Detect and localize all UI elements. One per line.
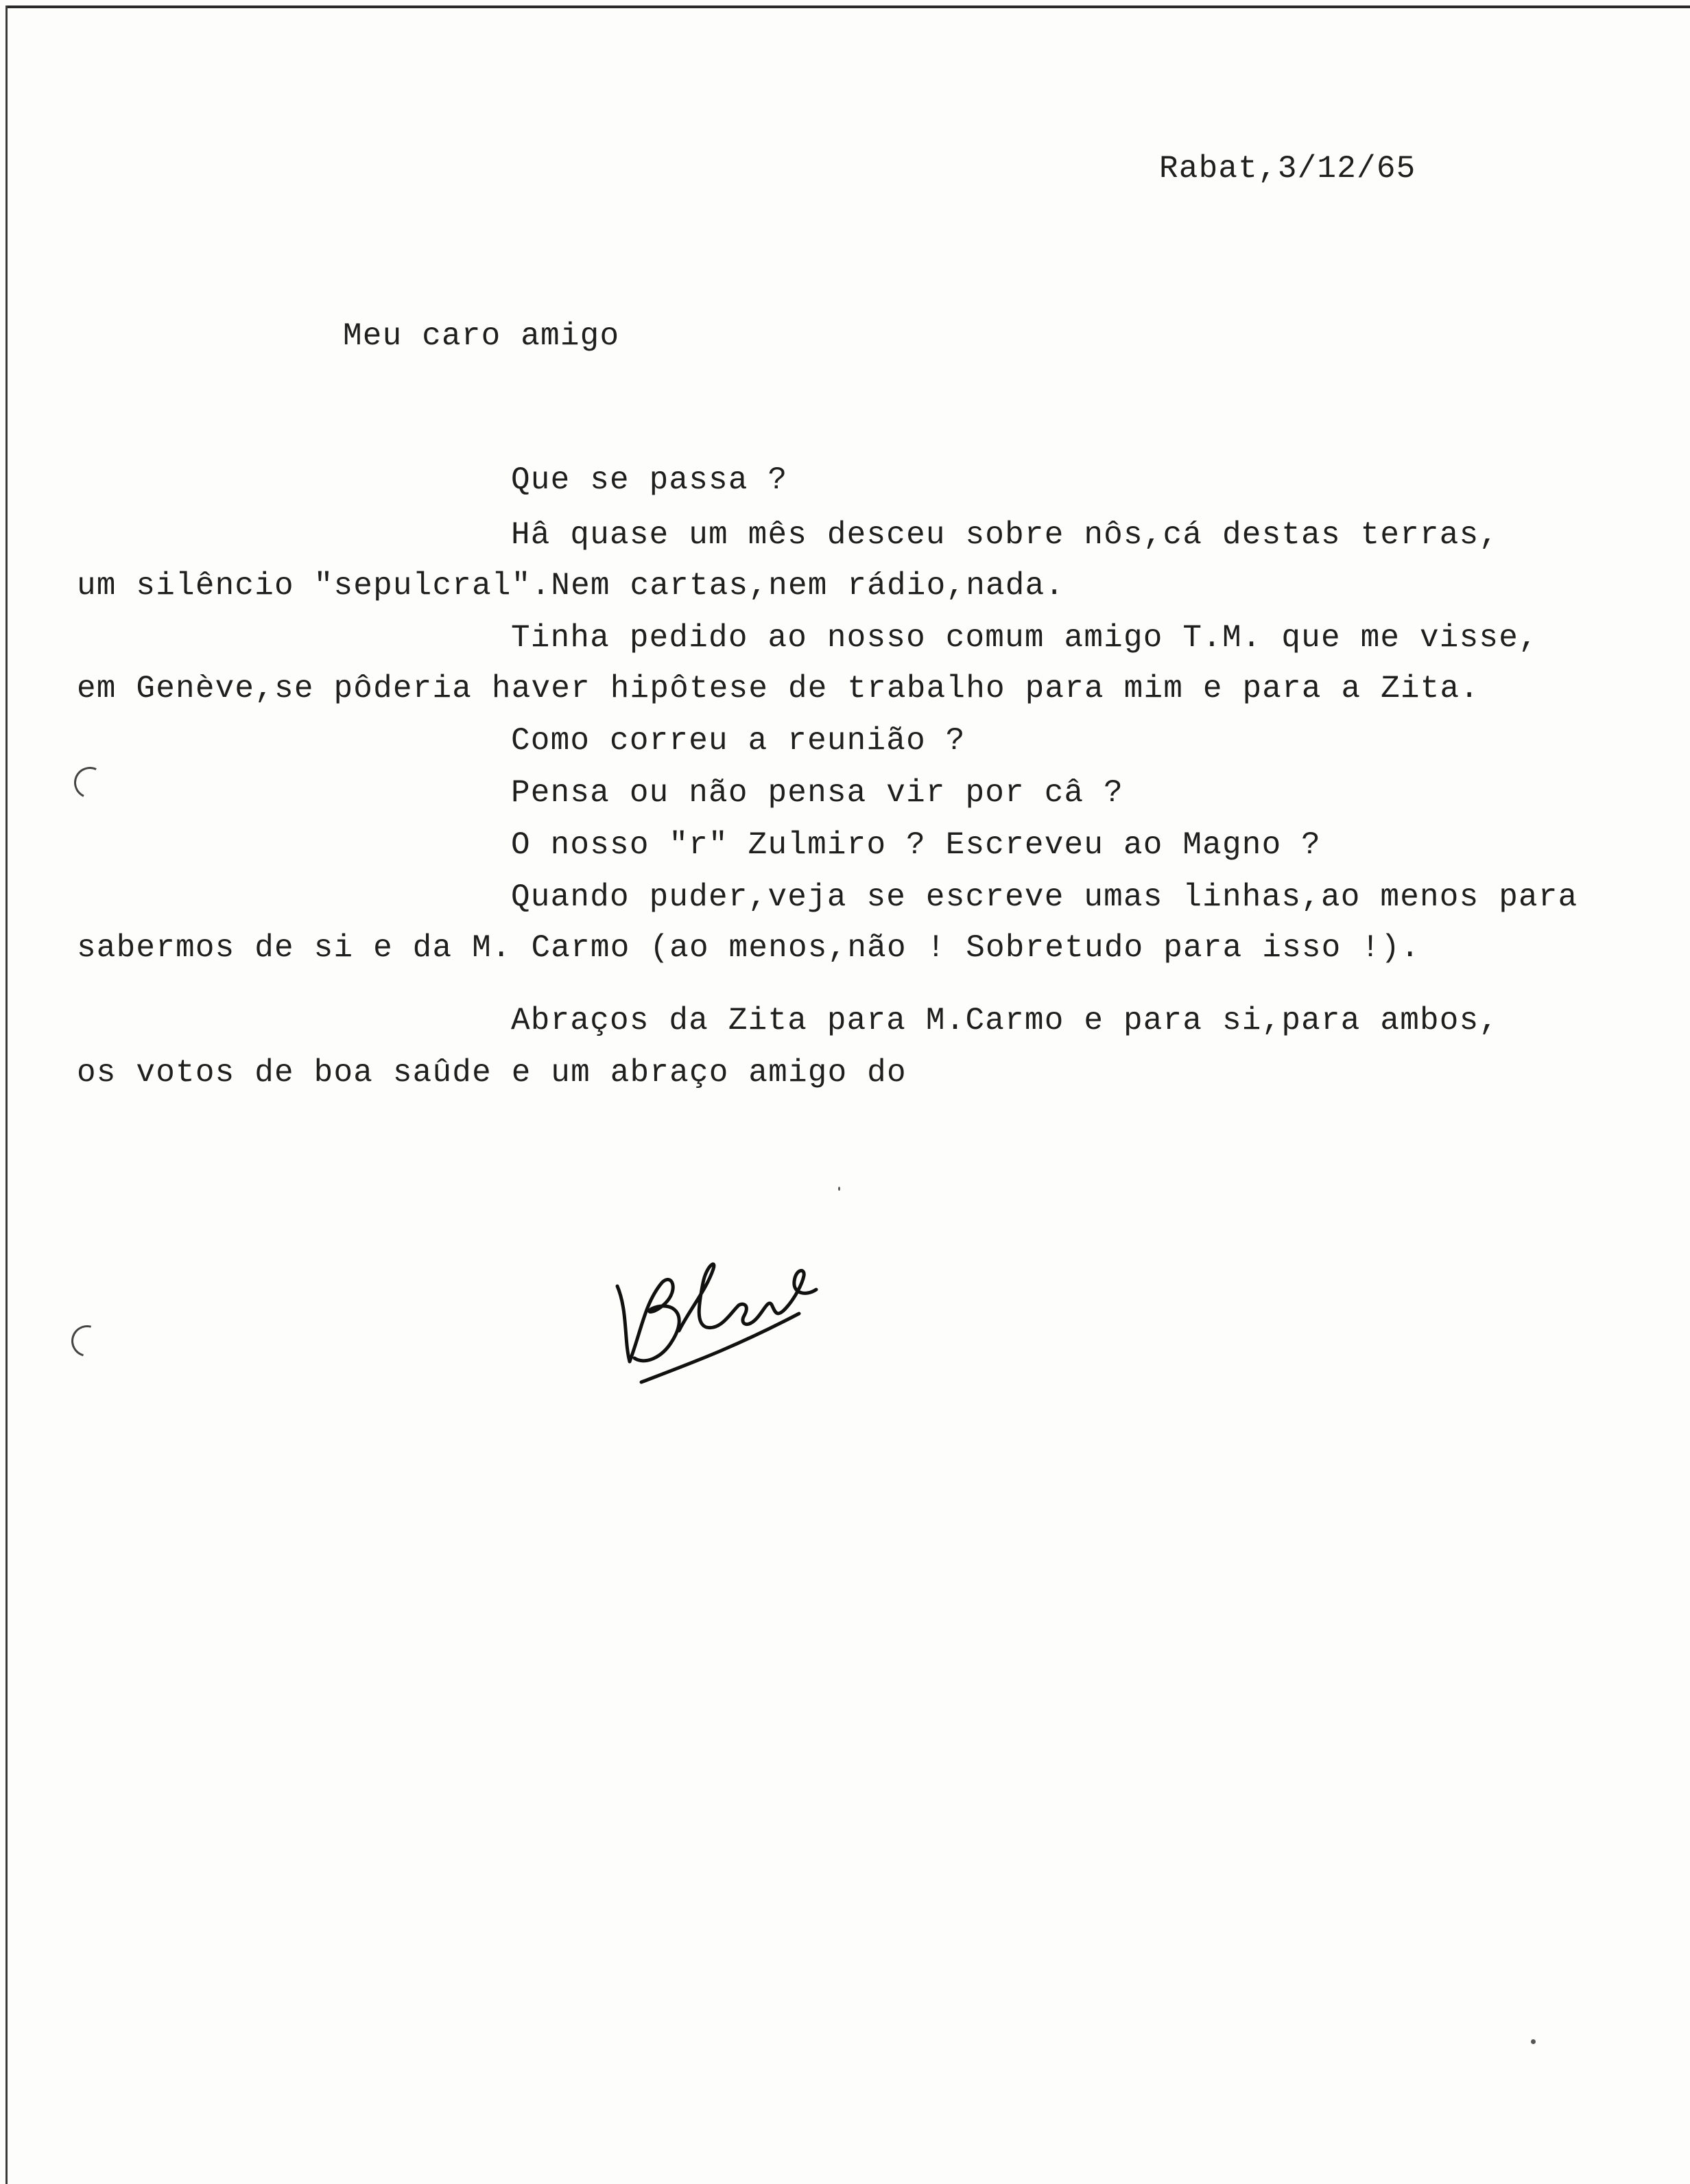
- body-line-11: Abraços da Zita para M.Carmo e para si,para ambos,: [511, 1003, 1499, 1038]
- punch-hole-mark: [66, 1320, 109, 1363]
- body-line-5: em Genève,se pôderia haver hipôtese de trabalho para mim e para a Zita.: [77, 671, 1480, 707]
- body-line-12: os votos de boa saûde e um abraço amigo do: [77, 1055, 907, 1091]
- body-line-8: O nosso "r" Zulmiro ? Escreveu ao Magno ?: [511, 827, 1321, 863]
- body-line-4: Tinha pedido ao nosso comum amigo T.M. que me visse,: [511, 620, 1538, 656]
- page-left-edge: [5, 5, 8, 2184]
- body-line-6: Como correu a reunião ?: [511, 723, 966, 759]
- body-line-1: Que se passa ?: [511, 462, 788, 498]
- body-line-9: Quando puder,veja se escreve umas linhas,ao menos para: [511, 879, 1578, 915]
- ink-speck: [1531, 2039, 1536, 2044]
- ink-speck: [838, 1187, 840, 1191]
- body-line-10: sabermos de si e da M. Carmo (ao menos,não ! Sobretudo para isso !).: [77, 930, 1420, 966]
- letter-salutation: Meu caro amigo: [343, 318, 620, 354]
- punch-hole-mark: [70, 763, 110, 803]
- handwritten-signature: [604, 1228, 830, 1406]
- body-line-2: Hâ quase um mês desceu sobre nôs,cá destas terras,: [511, 517, 1499, 553]
- body-line-3: um silêncio "sepulcral".Nem cartas,nem rádio,nada.: [77, 568, 1065, 604]
- letter-date: Rabat,3/12/65: [1159, 151, 1416, 187]
- page-top-edge: [5, 5, 1690, 8]
- body-line-7: Pensa ou não pensa vir por câ ?: [511, 775, 1123, 811]
